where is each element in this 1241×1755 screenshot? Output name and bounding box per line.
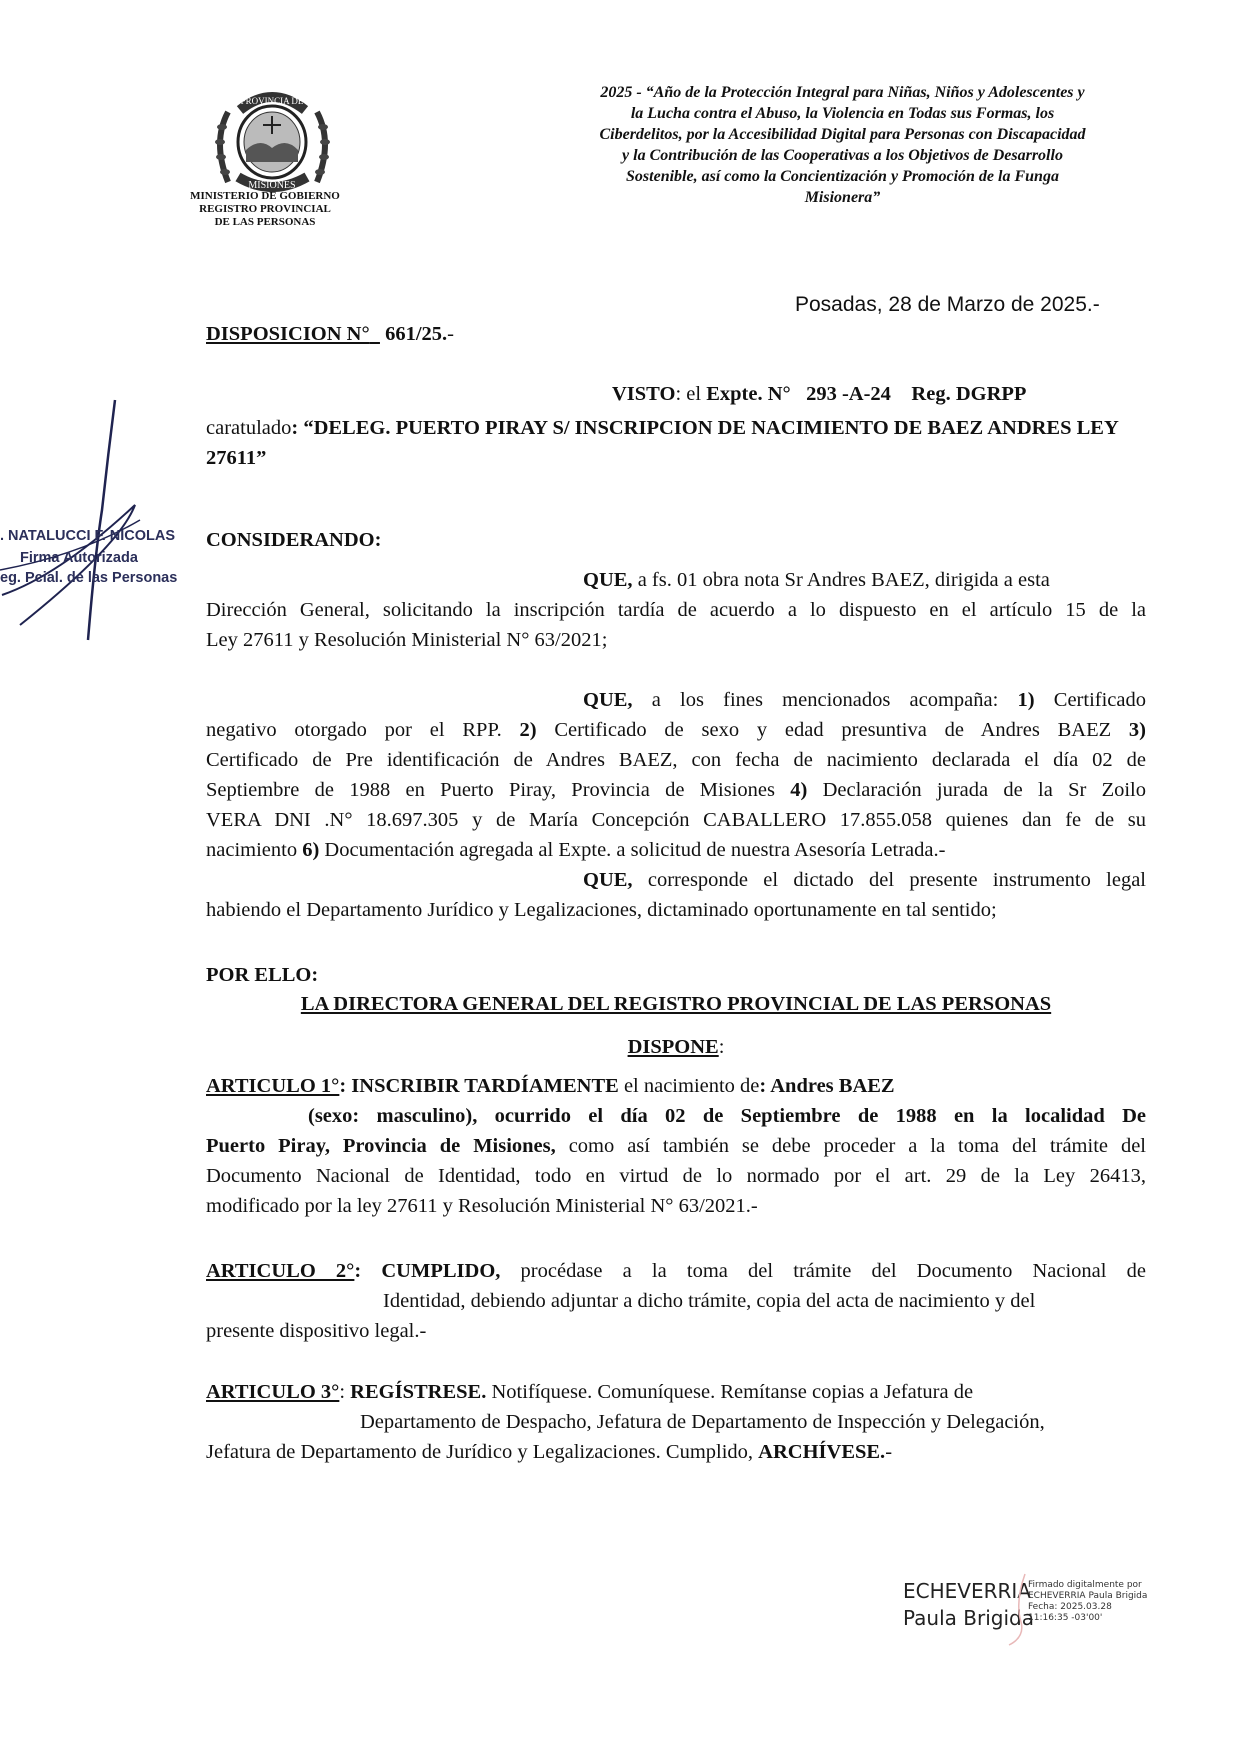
item-number: 6)	[302, 839, 320, 861]
text-line	[206, 1132, 1146, 1162]
ministry-header	[150, 190, 380, 229]
text-span: a los fines mencionados acompaña:	[632, 689, 1018, 711]
signature-meta-line: ECHEVERRIA Paula Brigida	[1028, 1591, 1148, 1601]
articulo-label: ARTICULO 2°	[206, 1260, 355, 1282]
item-number: 3)	[1128, 719, 1146, 741]
text-line: habiendo el Departamento Jurídico y Legalizaciones, dictaminado oportunamente en tal sentido;	[206, 899, 997, 921]
text-span: el nacimiento de	[618, 1075, 760, 1097]
por-ello-heading: POR ELLO:	[206, 964, 319, 986]
motto-line: Sostenible, así como la Concientización y Promoción de la Funga	[626, 168, 1059, 185]
motto-line: Ciberdelitos, por la Accesibilidad Digital para Personas con Discapacidad	[599, 126, 1086, 143]
que-lead: QUE,	[583, 569, 633, 591]
caratulado	[206, 413, 1146, 473]
text-line	[206, 686, 1146, 716]
disposicion-title	[206, 323, 454, 346]
caratulado-title: : “DELEG. PUERTO PIRAY S/ INSCRIPCION DE NACIMIENTO DE BAEZ ANDRES LEY 27611”	[206, 417, 1119, 469]
province-seal	[210, 82, 335, 192]
stamp-line-3: eg. Pcial. de las Personas	[0, 570, 178, 586]
visto-text: : el	[675, 383, 707, 405]
motto-line: 2025 - “Año de la Protección Integral para Niñas, Niños y Adolescentes y	[600, 84, 1085, 101]
text-line: modificado por la ley 27611 y Resolución Ministerial N° 63/2021.-	[206, 1195, 758, 1217]
signature-meta-line: Firmado digitalmente por	[1028, 1580, 1142, 1590]
que-lead: QUE,	[583, 689, 633, 711]
considerando-heading: CONSIDERANDO:	[206, 529, 382, 551]
seal-bottom-text: MISIONES	[248, 180, 296, 191]
text-span: -	[885, 1441, 893, 1463]
text-span: Documentación agregada al Expte. a solicitud de nuestra Asesoría Letrada.-	[319, 839, 946, 861]
text-span: Septiembre de 1988 en Puerto Piray, Provincia de Misiones	[206, 779, 791, 801]
caratulado-label: caratulado	[206, 417, 292, 439]
articulo-action: REGÍSTRESE.	[345, 1381, 487, 1403]
motto-line: Misionera”	[804, 189, 881, 206]
stamp-line-1: . NATALUCCI F. NICOLAS	[0, 528, 176, 544]
articulo-colon: :	[339, 1075, 347, 1097]
text-line	[206, 1378, 1146, 1408]
seal-top-text: PROVINCIA DE	[240, 96, 304, 106]
archivese-text: ARCHÍVESE.	[758, 1441, 886, 1463]
text-span: procédase a la toma del trámite del Documento Nacional de	[500, 1260, 1146, 1282]
signer-given-name: Paula Brigida	[903, 1606, 1034, 1630]
text-line	[206, 836, 1146, 866]
person-name: : Andres BAEZ	[759, 1075, 895, 1097]
signature-metadata	[1028, 1580, 1147, 1624]
text-line: VERA DNI .N° 18.697.305 y de María Concepción CABALLERO 17.855.058 quienes dan fe de su	[206, 809, 1146, 831]
visto-line	[612, 383, 1026, 406]
stamp-line-2: Firma Autorizada	[20, 550, 138, 566]
que-paragraph-1	[206, 566, 1146, 656]
dispone-colon: :	[718, 1036, 725, 1058]
text-line	[206, 1438, 1146, 1468]
motto-line: la Lucha contra el Abuso, la Violencia en Todas sus Formas, los	[630, 105, 1055, 122]
articulo-colon: :	[354, 1260, 362, 1282]
text-line: presente dispositivo legal.-	[206, 1320, 427, 1342]
signature-meta-line: 11:16:35 -03'00'	[1028, 1613, 1103, 1623]
digital-signature	[903, 1572, 1163, 1647]
text-line: Ley 27611 y Resolución Ministerial N° 63/2021;	[206, 629, 608, 651]
signer-surname: ECHEVERRIA	[903, 1579, 1031, 1603]
text-span: Notifíquese. Comuníquese. Remítanse copias a Jefatura de	[486, 1381, 974, 1403]
disposicion-suffix: -	[447, 323, 454, 345]
ministry-line: DE LAS PERSONAS	[214, 216, 316, 228]
ministry-line: MINISTERIO DE GOBIERNO	[190, 190, 340, 202]
document-date: Posadas, 28 de Marzo de 2025.-	[795, 293, 1100, 316]
text-line: Documento Nacional de Identidad, todo en virtud de lo normado por el art. 29 de la Ley 26413,	[206, 1165, 1146, 1187]
dispone-label: DISPONE	[627, 1036, 719, 1058]
text-span: como así también se debe proceder a la toma del trámite del	[555, 1135, 1146, 1157]
que-paragraph-3	[206, 866, 1146, 926]
articulo-label: ARTICULO 1°	[206, 1075, 340, 1097]
dispone-heading	[206, 1036, 1146, 1059]
text-span: negativo otorgado por el RPP.	[206, 719, 520, 741]
text-line	[206, 866, 1146, 896]
articulo-action: INSCRIBIR TARDÍAMENTE	[346, 1075, 619, 1097]
expte-reg: Reg. DGRPP	[911, 383, 1027, 405]
articulo-action: CUMPLIDO,	[361, 1260, 501, 1282]
text-span: Puerto Piray, Provincia de Misiones,	[206, 1135, 556, 1157]
signature-meta-line: Fecha: 2025.03.28	[1028, 1602, 1112, 1612]
text-span: a fs. 01 obra nota Sr Andres BAEZ, dirigida a esta	[632, 569, 1050, 591]
text-line: Dirección General, solicitando la inscripción tardía de acuerdo a lo dispuesto en el artículo 15 de la	[206, 599, 1146, 621]
directora-heading	[206, 993, 1146, 1016]
que-paragraph-2	[206, 686, 1146, 866]
ministry-line: REGISTRO PROVINCIAL	[199, 203, 331, 215]
articulo-3	[206, 1378, 1146, 1468]
articulo-1	[206, 1072, 1146, 1222]
text-line	[206, 776, 1146, 806]
directora-text: LA DIRECTORA GENERAL DEL REGISTRO PROVINCIAL DE LAS PERSONAS	[300, 993, 1052, 1015]
articulo-colon: :	[339, 1381, 346, 1403]
text-span: (sexo: masculino), ocurrido el día 02 de Septiembre de 1988 en la localidad De	[308, 1105, 1146, 1127]
text-span: Certificado de sexo y edad presuntiva de Andres BAEZ	[536, 719, 1129, 741]
text-line	[206, 1102, 1146, 1132]
text-line: Identidad, debiendo adjuntar a dicho trámite, copia del acta de nacimiento y del	[383, 1290, 1036, 1312]
que-lead: QUE,	[583, 869, 633, 891]
authorized-signature-stamp	[0, 395, 215, 645]
expte-number: 293 -A-24	[806, 383, 891, 405]
item-number: 2)	[519, 719, 537, 741]
text-span: Certificado	[1034, 689, 1146, 711]
motto-line: y la Contribución de las Cooperativas a los Objetivos de Desarrollo	[622, 147, 1063, 164]
disposicion-number: 661/25.	[385, 323, 448, 345]
text-span: corresponde el dictado del presente instrumento legal	[632, 869, 1146, 891]
text-line	[206, 566, 1146, 596]
articulo-2	[206, 1257, 1146, 1347]
expte-label: Expte. N°	[706, 383, 791, 405]
text-span: nacimiento	[206, 839, 303, 861]
text-span: Declaración jurada de la Sr Zoilo	[807, 779, 1146, 801]
visto-label: VISTO	[612, 383, 676, 405]
item-number: 1)	[1017, 689, 1035, 711]
text-line: Departamento de Despacho, Jefatura de Departamento de Inspección y Delegación,	[360, 1411, 1045, 1433]
articulo-label: ARTICULO 3°	[206, 1381, 340, 1403]
text-line	[206, 716, 1146, 746]
text-line	[206, 1257, 1146, 1287]
text-line: Certificado de Pre identificación de Andres BAEZ, con fecha de nacimiento declarada el día 02 de	[206, 749, 1146, 771]
item-number: 4)	[790, 779, 808, 801]
year-motto	[540, 82, 1145, 208]
text-span: Jefatura de Departamento de Jurídico y Legalizaciones. Cumplido,	[206, 1441, 759, 1463]
disposicion-label: DISPOSICION N°	[206, 323, 370, 345]
signature-stroke	[88, 400, 115, 640]
text-line	[206, 1072, 1146, 1102]
